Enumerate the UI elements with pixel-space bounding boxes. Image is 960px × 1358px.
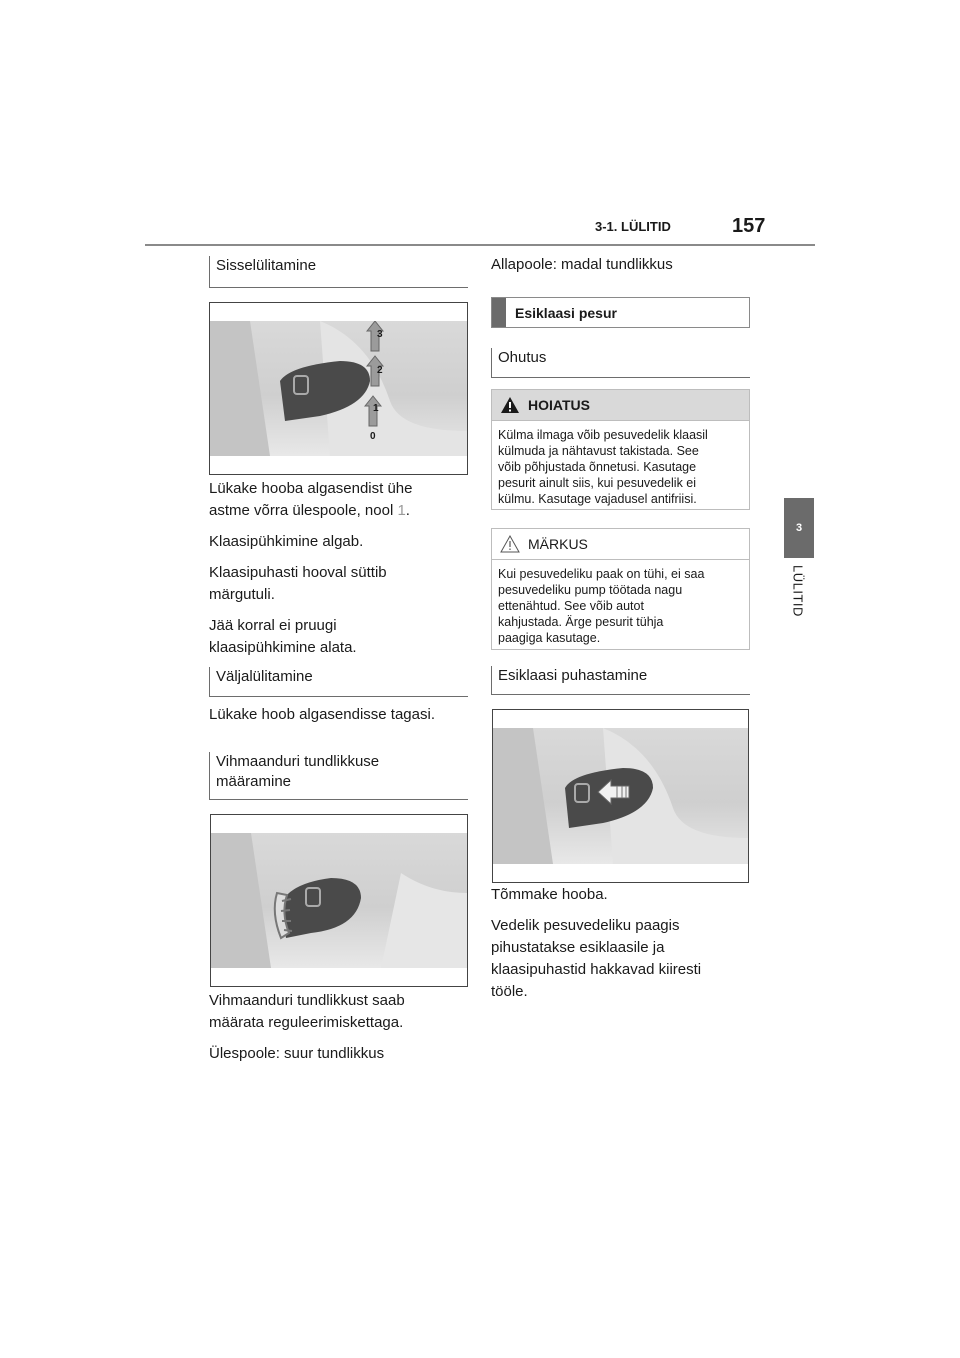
note-box bbox=[491, 528, 750, 650]
note-text: Kui pesuvedeliku paak on tühi, ei saa pesuvedeliku pump töötada nagu ettenähtud. See võib autot kahjustada. Ärge pesurit tühja paagiga kasutage. bbox=[498, 567, 705, 645]
step-label-1: 1 bbox=[373, 403, 379, 414]
warning-icon bbox=[500, 396, 520, 414]
washer-lever-illustration bbox=[493, 728, 748, 864]
section-marker bbox=[492, 298, 506, 327]
subheading-windshield-cleaning: Esiklaasi puhastamine bbox=[491, 666, 750, 695]
figure-image bbox=[493, 728, 748, 864]
subheading-rain-sensor: Vihmaanduri tundlikkuse määramine bbox=[209, 752, 468, 800]
subheading-switch-on: Sisselülitamine bbox=[209, 256, 468, 288]
running-header: 3-1. LÜLITID bbox=[595, 219, 671, 234]
figure-rain-sensor-dial bbox=[210, 814, 468, 987]
figure-wiper-lever-up bbox=[209, 302, 468, 475]
subheading-switch-off: Väljalülitamine bbox=[209, 667, 468, 697]
page-number: 157 bbox=[732, 215, 766, 237]
warning-box bbox=[491, 389, 750, 510]
instructions-switch-off: Lükake hoob algasendisse tagasi. bbox=[209, 706, 435, 723]
instructions-rain-sensor: Vihmaanduri tundlikkust saab määrata reguleerimiskettaga. Ülespoole: suur tundlikkus bbox=[209, 992, 405, 1062]
figure-image bbox=[210, 321, 467, 456]
warning-text: Külma ilmaga võib pesuvedelik klaasil külmuda ja nähtavust takistada. See võib põhjustada õnnetusi. Kasutage pesurit ainult siis, kui pesuvedelik ei külmu. Kasutage vajadusel antifriisi. bbox=[498, 428, 708, 506]
step-label-3: 3 bbox=[377, 329, 383, 340]
subheading-safety: Ohutus bbox=[491, 348, 750, 378]
dial-illustration bbox=[211, 833, 467, 968]
figure-image bbox=[211, 833, 467, 968]
arrow-reference: 1 bbox=[397, 502, 406, 519]
note-title: MÄRKUS bbox=[528, 536, 588, 552]
caution-icon bbox=[500, 535, 520, 553]
sensitivity-low-text: Allapoole: madal tundlikkus bbox=[491, 256, 673, 273]
section-windshield-washer: Esiklaasi pesur bbox=[491, 297, 750, 328]
header-rule bbox=[145, 244, 815, 246]
figure-washer-lever-pull bbox=[492, 709, 749, 883]
step-label-2: 2 bbox=[377, 365, 383, 376]
wiper-lever-illustration bbox=[210, 321, 467, 456]
warning-title: HOIATUS bbox=[528, 397, 590, 413]
step-label-0: 0 bbox=[370, 431, 376, 442]
chapter-label: LÜLITID bbox=[790, 565, 806, 617]
chapter-tab[interactable]: 3 bbox=[784, 498, 814, 558]
instructions-cleaning: Tõmmake hooba. Vedelik pesuvedeliku paagis pihustatakse esiklaasile ja klaasipuhastid hakkavad kiiresti tööle. bbox=[491, 886, 702, 1000]
instructions-switch-on: Lükake hooba algasendist ühe astme võrra ülespoole, nool 1. Klaasipühkimine algab. Klaasipuhasti hooval süttib märgutuli. Jää korral ei pruugi klaasipühkimine alata. bbox=[209, 480, 413, 656]
